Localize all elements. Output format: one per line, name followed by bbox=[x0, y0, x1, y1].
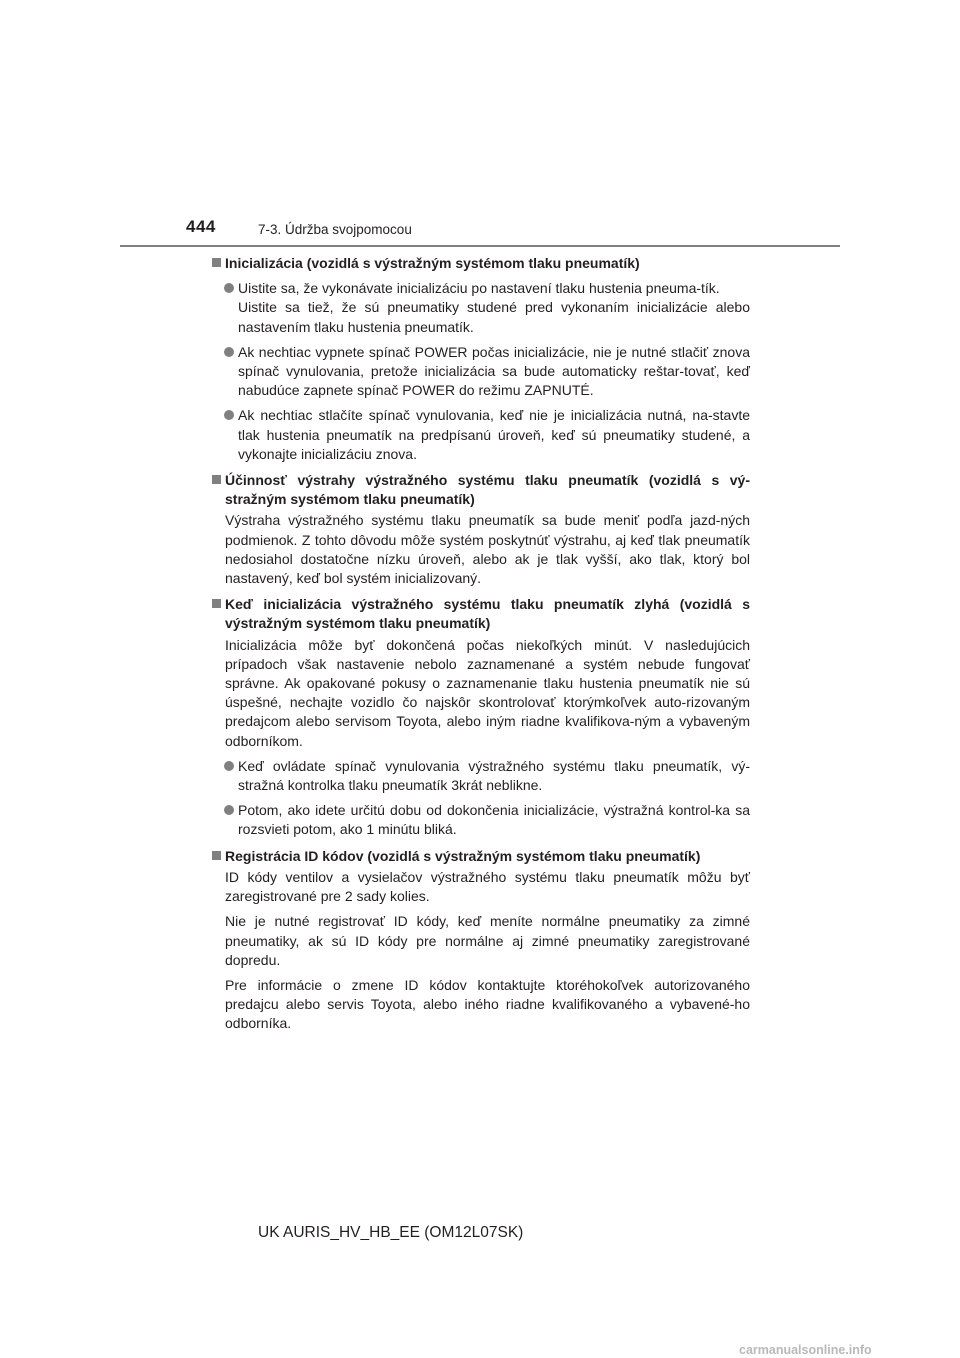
list-item: Ak nechtiac vypnete spínač POWER počas inicializácie, nie je nutné stlačiť znova spínač vynulovania, pretože inicializácia sa bude automaticky reštar-tovať, keď nabudúce zapnete spínač POWER do režimu ZAPNUTÉ. bbox=[210, 343, 750, 401]
list-item: Ak nechtiac stlačíte spínač vynulovania, keď nie je inicializácia nutná, na-stavte tlak hustenia pneumatík na predpísanú úroveň, keď sú pneumatiky studené, a vykonajte inicializáciu znova. bbox=[210, 406, 750, 464]
section-header: 7-3. Údržba svojpomocou bbox=[258, 222, 412, 237]
footer-model-code: UK AURIS_HV_HB_EE (OM12L07SK) bbox=[258, 1224, 524, 1241]
watermark: carmanualsonline.info bbox=[739, 1343, 872, 1357]
paragraph: Pre informácie o zmene ID kódov kontaktujte ktoréhokoľvek autorizovaného predajcu alebo servis Toyota, alebo iného riadne kvalifikovaného a vybavené-ho odborníka. bbox=[225, 976, 750, 1032]
section-heading: Registrácia ID kódov (vozidlá s výstražným systémom tlaku pneumatík) bbox=[210, 847, 750, 866]
section-heading: Účinnosť výstrahy výstražného systému tlaku pneumatík (vozidlá s vý-stražným systémom tlaku pneumatík) bbox=[210, 471, 750, 509]
circle-bullet-icon bbox=[224, 347, 234, 357]
section-heading: Inicializácia (vozidlá s výstražným systémom tlaku pneumatík) bbox=[210, 254, 750, 273]
page-content bbox=[210, 254, 750, 1034]
circle-bullet-icon bbox=[224, 805, 234, 815]
list-item: Uistite sa, že vykonávate inicializáciu po nastavení tlaku hustenia pneuma-tík. Uistite sa tiež, že sú pneumatiky studené pred vykonaním inicializácie alebo nastavením tlaku hustenia pneumatík. bbox=[210, 279, 750, 337]
list-item: Potom, ako idete určitú dobu od dokončenia inicializácie, výstražná kontrol-ka sa rozsvieti potom, ako 1 minútu bliká. bbox=[210, 801, 750, 839]
circle-bullet-icon bbox=[224, 761, 234, 771]
square-bullet-icon bbox=[212, 599, 221, 608]
section-heading: Keď inicializácia výstražného systému tlaku pneumatík zlyhá (vozidlá s výstražným systémom tlaku pneumatík) bbox=[210, 595, 750, 633]
square-bullet-icon bbox=[212, 258, 221, 267]
paragraph: Výstraha výstražného systému tlaku pneumatík sa bude meniť podľa jazd-ných podmienok. Z tohto dôvodu môže systém poskytnúť výstrahu, aj keď tlak pneumatík nedosiahol dostatočne nízku úroveň, alebo ak je tlak vyšší, ako tlak, ktorý bol nastavený, keď bol systém inicializovaný. bbox=[225, 512, 750, 587]
list-item: Keď ovládate spínač vynulovania výstražného systému tlaku pneumatík, vý-stražná kontrolka tlaku pneumatík 3krát neblikne. bbox=[210, 757, 750, 795]
page-number: 444 bbox=[186, 217, 216, 236]
square-bullet-icon bbox=[212, 475, 221, 484]
circle-bullet-icon bbox=[224, 283, 234, 293]
paragraph: ID kódy ventilov a vysielačov výstražného systému tlaku pneumatík môžu byť zaregistrované pre 2 sady kolies. bbox=[225, 868, 750, 905]
paragraph: Inicializácia môže byť dokončená počas niekoľkých minút. V nasledujúcich prípadoch však nastavenie nebolo zaznamenané a systém nebude fungovať správne. Ak opakované pokusy o zaznamenanie tlaku hustenia pneumatík nie sú úspešné, nechajte vozidlo čo najskôr skontrolovať ktorýmkoľvek auto-rizovaným predajcom alebo servisom Toyota, alebo iným riadne kvalifikova-ným a vybaveným odborníkom. bbox=[225, 636, 750, 749]
header-divider bbox=[120, 245, 840, 247]
square-bullet-icon bbox=[212, 851, 221, 860]
circle-bullet-icon bbox=[224, 410, 234, 420]
paragraph: Nie je nutné registrovať ID kódy, keď meníte normálne pneumatiky za zimné pneumatiky, ak sú ID kódy pre normálne aj zimné pneumatiky zaregistrované dopredu. bbox=[225, 913, 750, 968]
